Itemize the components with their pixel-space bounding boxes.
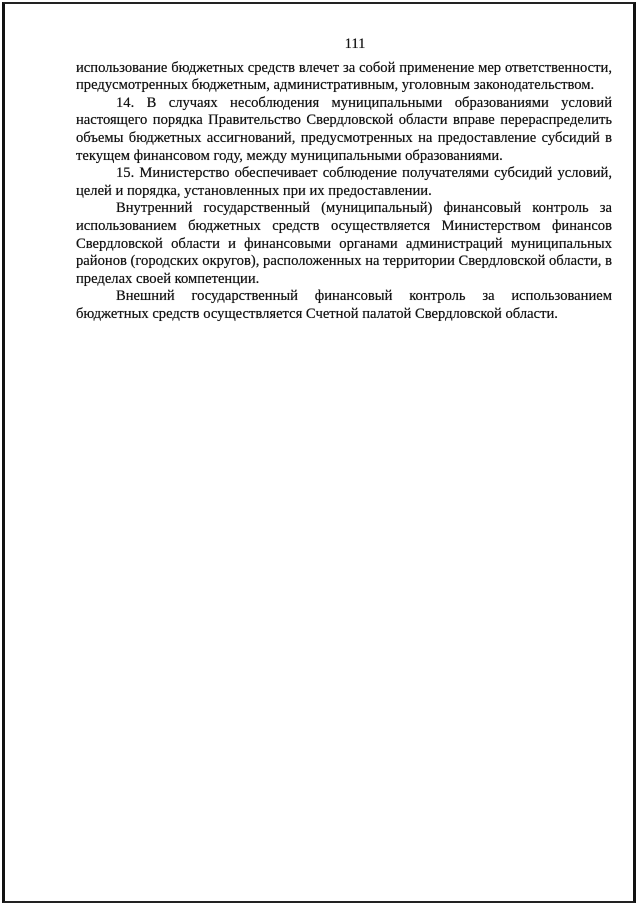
paragraph-internal-control: Внутренний государственный (муниципальный) финансовый контроль за использованием бюджетных средств осуществляется Министерством финансов Свердловской области и финансовыми органами администраций муниципальных районов (городских округов), расположенных на территории Свердловской области, в пределах своей компетенции.	[76, 200, 612, 287]
paragraph-item-15: 15. Министерство обеспечивает соблюдение получателями субсидий условий, целей и порядка, установленных при их предоставлении.	[76, 165, 612, 199]
paragraph-item-14: 14. В случаях несоблюдения муниципальными образованиями условий настоящего порядка Правительство Свердловской области вправе перераспределить объемы бюджетных ассигнований, предусмотренных на предоставление субсидий в текущем финансовом году, между муниципальными образованиями.	[76, 94, 612, 164]
document-page	[76, 36, 612, 324]
paragraph-continuation: использование бюджетных средств влечет за собой применение мер ответственности, предусмотренных бюджетным, административным, уголовным законодательством.	[76, 59, 612, 94]
page-number: 111	[344, 36, 366, 52]
paragraph-external-control: Внешний государственный финансовый контроль за использованием бюджетных средств осуществляется Счетной палатой Свердловской области.	[76, 288, 612, 322]
